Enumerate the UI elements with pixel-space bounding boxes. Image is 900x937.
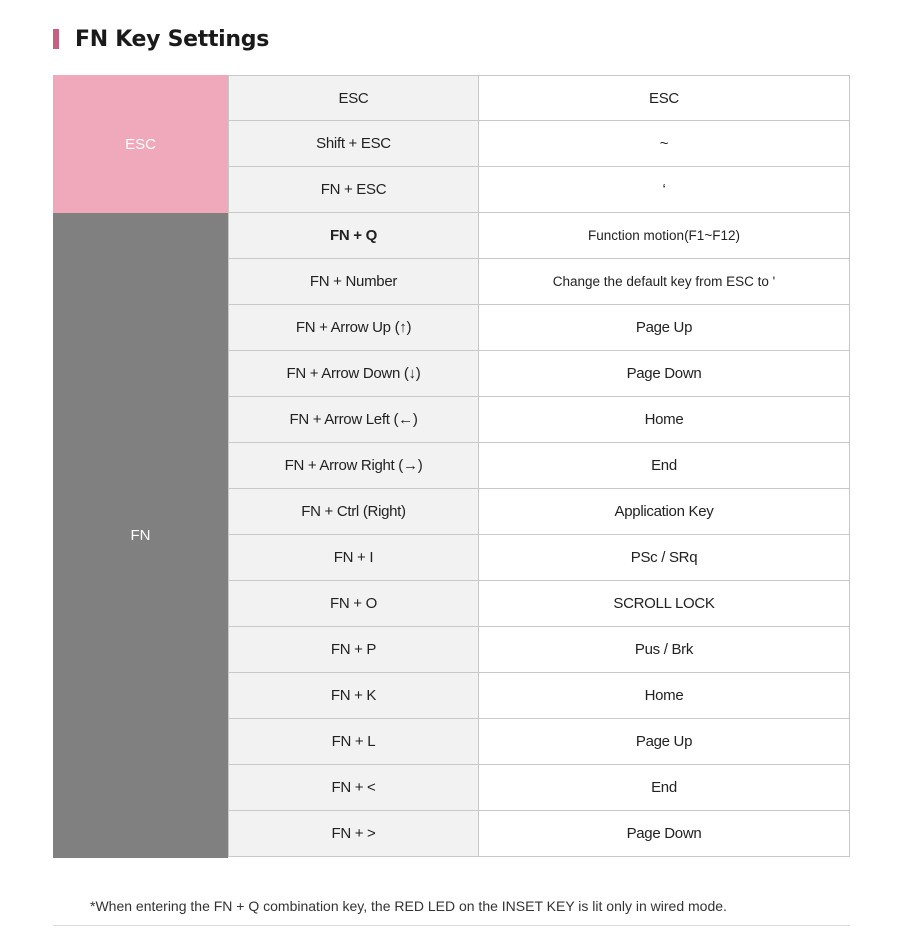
group-label-text: FN xyxy=(130,527,151,544)
footer-divider xyxy=(53,925,850,926)
function-cell: Page Down xyxy=(478,351,850,397)
key-combination-cell: FN + Q xyxy=(228,213,478,259)
function-cell: Home xyxy=(478,673,850,719)
function-cell: SCROLL LOCK xyxy=(478,581,850,627)
footnote-text: *When entering the FN + Q combination key, the RED LED on the INSET KEY is lit only in wired mode. xyxy=(90,898,727,914)
function-cell: ~ xyxy=(478,121,850,167)
table-row xyxy=(228,535,850,581)
table-row xyxy=(228,397,850,443)
key-combination-cell: FN + K xyxy=(228,673,478,719)
table-row xyxy=(228,443,850,489)
key-combination-cell: FN + Arrow Right (→) xyxy=(228,443,478,489)
table-row xyxy=(228,581,850,627)
function-cell: Application Key xyxy=(478,489,850,535)
table-row xyxy=(228,673,850,719)
table-row xyxy=(228,811,850,857)
table-row xyxy=(228,489,850,535)
table-row xyxy=(228,627,850,673)
heading-accent-bar xyxy=(53,29,59,49)
table-row xyxy=(228,259,850,305)
key-combination-cell: FN + P xyxy=(228,627,478,673)
key-combination-cell: FN + < xyxy=(228,765,478,811)
fn-key-table xyxy=(53,75,850,858)
function-cell: Function motion(F1~F12) xyxy=(478,213,850,259)
page-title: FN Key Settings xyxy=(75,26,270,52)
function-cell: ESC xyxy=(478,75,850,121)
key-combination-cell: FN + Ctrl (Right) xyxy=(228,489,478,535)
key-combination-cell: FN + O xyxy=(228,581,478,627)
key-combination-cell: FN + Arrow Left (←) xyxy=(228,397,478,443)
function-cell: Pus / Brk xyxy=(478,627,850,673)
function-cell: PSc / SRq xyxy=(478,535,850,581)
key-combination-cell: FN + I xyxy=(228,535,478,581)
table-row xyxy=(228,167,850,213)
function-cell: End xyxy=(478,765,850,811)
function-cell: Page Up xyxy=(478,719,850,765)
key-combination-cell: FN + Arrow Up (↑) xyxy=(228,305,478,351)
key-combination-cell: FN + Number xyxy=(228,259,478,305)
function-cell: End xyxy=(478,443,850,489)
key-combination-cell: FN + ESC xyxy=(228,167,478,213)
table-row xyxy=(228,213,850,259)
function-cell: Home xyxy=(478,397,850,443)
key-combination-cell: ESC xyxy=(228,75,478,121)
table-row xyxy=(228,121,850,167)
table-row xyxy=(228,305,850,351)
function-cell: Change the default key from ESC to ' xyxy=(478,259,850,305)
group-label-text: ESC xyxy=(125,135,156,153)
key-combination-cell: FN + Arrow Down (↓) xyxy=(228,351,478,397)
table-row xyxy=(228,719,850,765)
table-row xyxy=(228,351,850,397)
key-combination-cell: FN + L xyxy=(228,719,478,765)
function-cell: ‘ xyxy=(478,167,850,213)
key-combination-cell: Shift + ESC xyxy=(228,121,478,167)
function-cell: Page Down xyxy=(478,811,850,857)
table-row xyxy=(228,75,850,121)
group-label-esc xyxy=(53,75,228,213)
table-row xyxy=(228,765,850,811)
page-heading xyxy=(53,24,269,54)
key-combination-cell: FN + > xyxy=(228,811,478,857)
function-cell: Page Up xyxy=(478,305,850,351)
group-label-fn xyxy=(53,213,228,858)
